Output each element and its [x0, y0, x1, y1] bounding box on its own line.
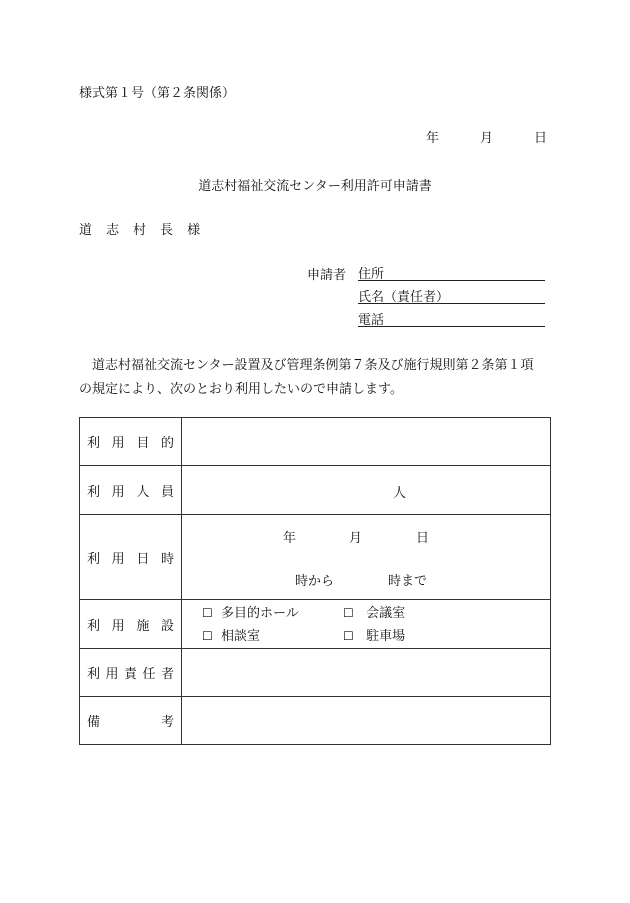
- addressee-char: 道: [79, 223, 93, 238]
- addressee-char: 長: [160, 223, 174, 238]
- responsible-label: 利 用 責 任 者: [80, 649, 182, 697]
- application-table: [79, 417, 551, 745]
- people-label: 利 用 人 員: [80, 466, 182, 515]
- addressee: [79, 219, 214, 238]
- facility-option-consultation-room[interactable]: ☐ 相談室: [202, 629, 261, 644]
- date-month-label: 月: [480, 131, 494, 146]
- facility-option-hall[interactable]: ☐ 多目的ホール: [202, 606, 299, 621]
- purpose-row: [80, 418, 551, 466]
- name-field[interactable]: [358, 286, 545, 304]
- responsible-input[interactable]: [182, 649, 551, 697]
- facility-option-parking[interactable]: ☐ 駐車場: [343, 629, 406, 644]
- purpose-input[interactable]: [182, 418, 551, 466]
- datetime-from: 時から: [295, 574, 335, 589]
- people-input[interactable]: [182, 466, 551, 515]
- datetime-month: 月: [349, 531, 363, 546]
- addressee-char: 志: [106, 223, 120, 238]
- addressee-char: 村: [133, 223, 147, 238]
- datetime-to: 時まで: [388, 574, 428, 589]
- purpose-label: 利 用 目 的: [80, 418, 182, 466]
- addressee-char: 様: [187, 223, 201, 238]
- document-title: 道志村福祉交流センター利用許可申請書: [198, 179, 432, 194]
- datetime-label: 利 用 日 時: [80, 515, 182, 600]
- remarks-row: [80, 697, 551, 745]
- facility-row: [80, 600, 551, 649]
- phone-field[interactable]: [358, 309, 545, 327]
- application-statement: [79, 354, 551, 402]
- datetime-year: 年: [283, 531, 297, 546]
- statement-line: 道志村福祉交流センター設置及び管理条例第７条及び施行規則第２条第１項: [79, 358, 534, 373]
- checkbox-icon[interactable]: ☐: [343, 606, 354, 620]
- form-number: 様式第１号（第２条関係）: [79, 86, 236, 101]
- phone-label: 電話: [358, 313, 385, 328]
- people-row: [80, 466, 551, 515]
- checkbox-icon[interactable]: ☐: [202, 606, 213, 620]
- facility-option-meeting-room[interactable]: ☐ 会議室: [343, 606, 406, 621]
- address-field[interactable]: [358, 263, 545, 281]
- remarks-label: 備 考: [80, 697, 182, 745]
- datetime-day: 日: [416, 531, 430, 546]
- remarks-input[interactable]: [182, 697, 551, 745]
- facility-label: 利 用 施 設: [80, 600, 182, 649]
- responsible-row: [80, 649, 551, 697]
- facility-options: [182, 600, 551, 649]
- name-label: 氏名（責任者）: [358, 290, 450, 305]
- checkbox-icon[interactable]: ☐: [343, 629, 354, 643]
- address-label: 住所: [358, 267, 385, 282]
- statement-line: の規定により、次のとおり利用したいので申請します。: [79, 382, 403, 397]
- datetime-row: [80, 515, 551, 600]
- date-year-label: 年: [426, 131, 440, 146]
- datetime-input[interactable]: [182, 515, 551, 600]
- applicant-label: 申請者: [307, 268, 347, 283]
- people-unit: 人: [393, 486, 407, 501]
- checkbox-icon[interactable]: ☐: [202, 629, 213, 643]
- date-day-label: 日: [534, 131, 548, 146]
